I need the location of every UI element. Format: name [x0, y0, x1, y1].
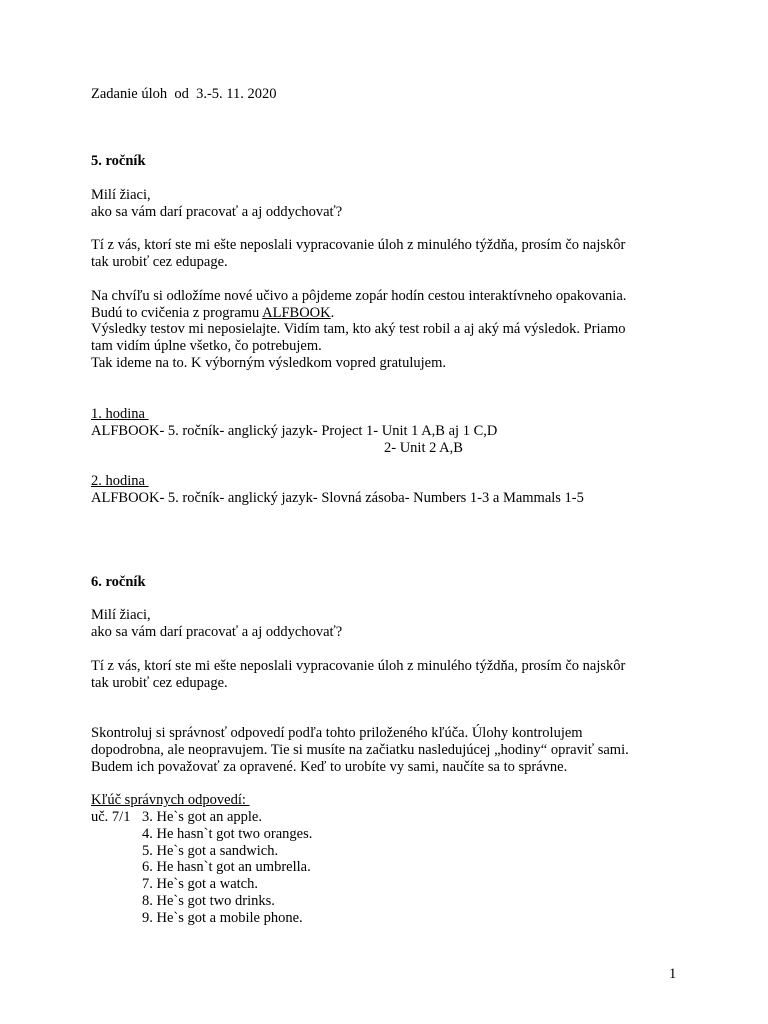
lesson2-line1: ALFBOOK- 5. ročník- anglický jazyk- Slovná zásoba- Numbers 1-3 a Mammals 1-5 [91, 490, 584, 506]
grade5-paragraph1-line1: Tí z vás, ktorí ste mi ešte neposlali vypracovanie úloh z minulého týždňa, prosím čo najskôr [91, 237, 626, 253]
grade6-paragraph2-line3: Budem ich považovať za opravené. Keď to urobíte vy sami, naučíte sa to správne. [91, 759, 568, 775]
document-header: Zadanie úloh od 3.-5. 11. 2020 [91, 86, 277, 102]
grade6-paragraph2-line2: dopodrobna, ale neopravujem. Tie si musíte na začiatku nasledujúcej „hodiny“ opraviť sami. [91, 742, 629, 758]
grade5-paragraph2-line1: Na chvíľu si odložíme nové učivo a pôjdeme zopár hodín cestou interaktívneho opakovania. [91, 288, 627, 304]
answer-item: 4. He hasn`t got two oranges. [142, 826, 313, 842]
grade6-greeting-line2: ako sa vám darí pracovať a aj oddychovať? [91, 624, 343, 640]
grade6-heading: 6. ročník [91, 574, 146, 590]
answer-item: 9. He`s got a mobile phone. [142, 910, 303, 926]
answer-item: 3. He`s got an apple. [142, 809, 262, 825]
lesson1-line1: ALFBOOK- 5. ročník- anglický jazyk- Project 1- Unit 1 A,B aj 1 C,D [91, 423, 498, 439]
grade5-paragraph2-line4: tam vidím úplne všetko, čo potrebujem. [91, 338, 322, 354]
grade6-greeting: Milí žiaci, [91, 607, 151, 623]
grade6-paragraph2-line1: Skontroluj si správnosť odpovedí podľa tohto priloženého kľúča. Úlohy kontrolujem [91, 725, 583, 741]
alfbook-link[interactable]: ALFBOOK [262, 305, 331, 321]
answer-item: 6. He hasn`t got an umbrella. [142, 859, 311, 875]
lesson1-line2: 2- Unit 2 A,B [384, 440, 463, 456]
grade5-paragraph2-line2-text: Budú to cvičenia z programu [91, 305, 263, 321]
grade6-paragraph1-line1: Tí z vás, ktorí ste mi ešte neposlali vypracovanie úloh z minulého týždňa, prosím čo najskôr [91, 658, 626, 674]
grade5-paragraph2-line5: Tak ideme na to. K výborným výsledkom vopred gratulujem. [91, 355, 446, 371]
lesson1-title: 1. hodina [91, 406, 149, 422]
grade5-paragraph1-line2: tak urobiť cez edupage. [91, 254, 228, 270]
grade5-greeting-line2: ako sa vám darí pracovať a aj oddychovať? [91, 204, 343, 220]
grade5-greeting: Milí žiaci, [91, 187, 151, 203]
answer-item: 8. He`s got two drinks. [142, 893, 275, 909]
grade5-paragraph2-line3: Výsledky testov mi neposielajte. Vidím tam, kto aký test robil a aj aký má výsledok. Priamo [91, 321, 626, 337]
grade5-paragraph2-line2 [91, 305, 334, 322]
page-number: 1 [669, 966, 677, 982]
grade5-heading: 5. ročník [91, 153, 146, 169]
grade6-paragraph1-line2: tak urobiť cez edupage. [91, 675, 228, 691]
answer-key-reference: uč. 7/1 [91, 809, 138, 825]
grade5-paragraph2-line2-end: . [330, 305, 335, 321]
answer-item: 5. He`s got a sandwich. [142, 843, 279, 859]
lesson2-title: 2. hodina [91, 473, 149, 489]
answer-key-title: Kľúč správnych odpovedí: [91, 792, 250, 808]
answer-item: 7. He`s got a watch. [142, 876, 258, 892]
